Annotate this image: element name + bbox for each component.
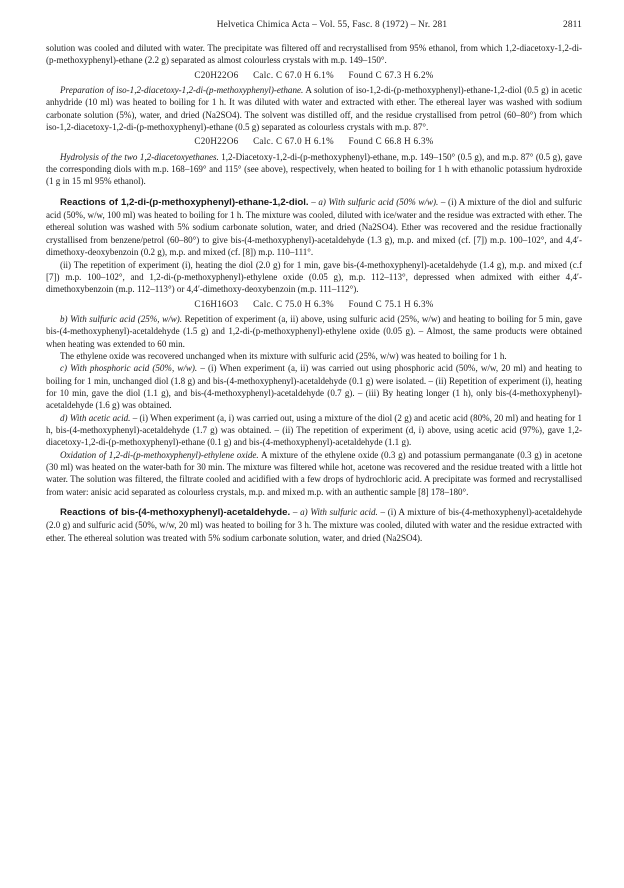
subsection-title: – a) With sulfuric acid (50% w/w). <box>311 196 439 207</box>
paragraph-continuation: solution was cooled and diluted with water. The precipitate was filtered off and recrystallised from 95% ethanol, from which 1,2-diacetoxy-1,2-di-(p-methoxyphenyl)-ethane (2.2 g) separated as almost colourless crystals with m.p. 149–150°. <box>46 43 582 66</box>
paragraph-phosphoric <box>46 362 582 411</box>
found-values: Found C 67.3 H 6.2% <box>348 69 434 80</box>
paragraph-title: b) With sulfuric acid (25%, w/w). <box>60 313 183 324</box>
section-heading: Reactions of 1,2-di-(p-methoxyphenyl)-ethane-1,2-diol. <box>60 196 309 208</box>
paragraph-text: – (i) When experiment (a, ii) was carried out using phosphoric acid (50%, w/w, 20 ml) and heating to boiling for 1 min, unchanged diol (1.8 g) and bis-(4-methoxyphenyl)-acetaldehyde (0.1 g) were isolated. – (ii) Repetition of experiment (i), heating for 10 min, gave the diol (1.1 g), and bis-(4-methoxyphenyl)-acetaldehyde (0.7 g). – (iii) By heating longer (1 h), only bis-(4-methoxyphenyl)-acetaldehyde (1.6 g) was obtained. <box>46 363 583 411</box>
paragraph-title: Hydrolysis of the two 1,2-diacetoxyethanes. <box>60 151 219 162</box>
paragraph-title: c) With phosphoric acid (50%, w/w). <box>60 363 198 374</box>
paragraph-text: Repetition of experiment (a, ii) above, using sulfuric acid (25%, w/w) and heating to boiling for 5 min, gave bis-(4-methoxyphenyl)-acetaldehyde (1.5 g) and 1,2-di-(p-methoxyphenyl)-ethylene oxide (0.05 g). – Almost, the same products were obtained when heating was extended to 60 min. <box>46 313 582 349</box>
found-values: Found C 66.8 H 6.3% <box>348 136 434 147</box>
subsection-title: – a) With sulfuric acid. <box>292 507 378 518</box>
paragraph-repetition: (ii) The repetition of experiment (i), heating the diol (2.0 g) for 1 min, gave bis-(4-methoxyphenyl)-acetaldehyde (1.4 g), m.p. and mixed (c.f [7]) m.p. 100–102°, and 1,2-di-(p-methoxyphenyl)-ethylene oxide (0.05 g), m.p. 112–113°, depressed when admixed with either 4,4′-dimethoxybenzoin (m.p. 112–113°) or 4,4′-dimethoxy-deoxybenzoin (m.p. 111–112°). <box>46 259 582 295</box>
paragraph-title: d) With acetic acid. <box>60 412 131 423</box>
paragraph-text: – (i) When experiment (a, i) was carried out, using a mixture of the diol (2 g) and acetic acid (80%, 20 ml) and heating for 1 h, bis-(4-methoxyphenyl)-acetaldehyde (1.7 g) was obtained. – (ii) The repetition of experiment (d, i) above, using acetic acid (97%), gave 1,2-diacetoxy-1,2-di-(p-methoxyphenyl)-ethane (0.1 g) and bis-(4-methoxyphenyl)-acetaldehyde (1.1 g). <box>46 412 583 448</box>
page-number: 2811 <box>562 20 582 30</box>
calc-values: Calc. C 75.0 H 6.3% <box>253 298 334 309</box>
paragraph-acetic <box>46 412 582 449</box>
paragraph-ethylene-oxide: The ethylene oxide was recovered unchanged when its mixture with sulfuric acid (25%, w/w) was heated to boiling for 1 h. <box>60 350 507 361</box>
paragraph-text: 1,2-Diacetoxy-1,2-di-(p-methoxyphenyl)-ethane, m.p. 149–150° (0.5 g), and m.p. 87° (0.5 g), gave the corresponding diols with m.p. 168–169° and 115° (see above), respectively, when heated to boiling for 1 h with ethanolic potassium hydroxide (1 g in 15 ml 95% ethanol). <box>46 151 583 187</box>
paragraph-text: A mixture of the ethylene oxide (0.3 g) and potassium permanganate (0.3 g) in acetone (30 ml) was heated on the water-bath for 30 min. The mixture was filtered while hot, acetone was recovered and the residue treated with a little hot water. The solution was filtered, the filtrate cooled and acidified with a few drops of hydrochloric acid. A precipitate was formed and recrystallised from water: anisic acid separated as colourless crystals, m.p. and mixed m.p. with an authentic sample [8] 178–180°. <box>46 449 582 497</box>
elemental-analysis-1 <box>46 69 582 81</box>
section-diol-reactions <box>46 196 582 259</box>
paragraph-text: – (i) A mixture of the diol and sulfuric acid (50%, w/w, 100 ml) was heated to boiling for 1 h. The mixture was cooled, diluted with ice/water and the residue was extracted with ether. The ethereal solution was washed with 5% sodium carbonate solution, water, and dried (Na2SO4). Ether was recovered and the residue fractionally crystallised from benzene/petrol (60–80°) to give bis-(4-methoxyphenyl)-acetaldehyde (1.3 g), m.p. and mixed (cf. [7]) m.p. 100–102°, and 4,4′-dimethoxy-deoxybenzoin (0.2 g), m.p. and mixed (cf. [8]) m.p. 110–111°. <box>46 196 582 258</box>
calc-values: Calc. C 67.0 H 6.1% <box>253 69 334 80</box>
formula: C20H22O6 <box>194 136 239 147</box>
paragraph-title: Oxidation of 1,2-di-(p-methoxyphenyl)-ethylene oxide. <box>60 449 259 460</box>
paragraph-sulfuric-25 <box>46 313 582 350</box>
elemental-analysis-3 <box>46 298 582 310</box>
paragraph-preparation <box>46 84 582 133</box>
section-aldehyde-reactions <box>46 506 582 544</box>
paragraph-title: Preparation of iso-1,2-diacetoxy-1,2-di-(p-methoxyphenyl)-ethane. <box>60 85 304 96</box>
paragraph-hydrolysis <box>46 151 582 188</box>
formula: C16H16O3 <box>194 298 239 309</box>
paragraph-oxidation <box>46 449 582 498</box>
article-body <box>46 42 582 544</box>
running-header <box>46 20 582 34</box>
paragraph-text: – (i) A mixture of bis-(4-methoxyphenyl)-acetaldehyde (2.0 g) and sulfuric acid (50%, w/w, 20 ml) was heated to boiling for 3 h. The mixture was cooled, diluted with water and the residue extracted with ether. The ethereal solution was treated with 5% sodium carbonate solution, water, and dried (Na2SO4). <box>46 507 583 543</box>
elemental-analysis-2 <box>46 135 582 147</box>
formula: C20H22O6 <box>194 69 239 80</box>
section-heading: Reactions of bis-(4-methoxyphenyl)-acetaldehyde. <box>60 507 291 519</box>
running-title: Helvetica Chimica Acta – Vol. 55, Fasc. 8 (1972) – Nr. 281 <box>216 20 448 30</box>
found-values: Found C 75.1 H 6.3% <box>348 298 434 309</box>
calc-values: Calc. C 67.0 H 6.1% <box>253 136 334 147</box>
paragraph-text: A solution of iso-1,2-di-(p-methoxyphenyl)-ethane-1,2-diol (0.5 g) in acetic anhydride (10 ml) was heated to boiling for 1 h. It was diluted with water and extracted with ether. The ethereal layer was washed with sodium carbonate solution (5%), water, and dried (Na2SO4). The solvent was distilled off, and the residue crystallised from petrol (60–80°) from which iso-1,2-diacetoxy-1,2-di-(p-methoxyphenyl)-ethane (0.5 g) separated as colourless crystals with m.p. 87°. <box>46 85 582 133</box>
